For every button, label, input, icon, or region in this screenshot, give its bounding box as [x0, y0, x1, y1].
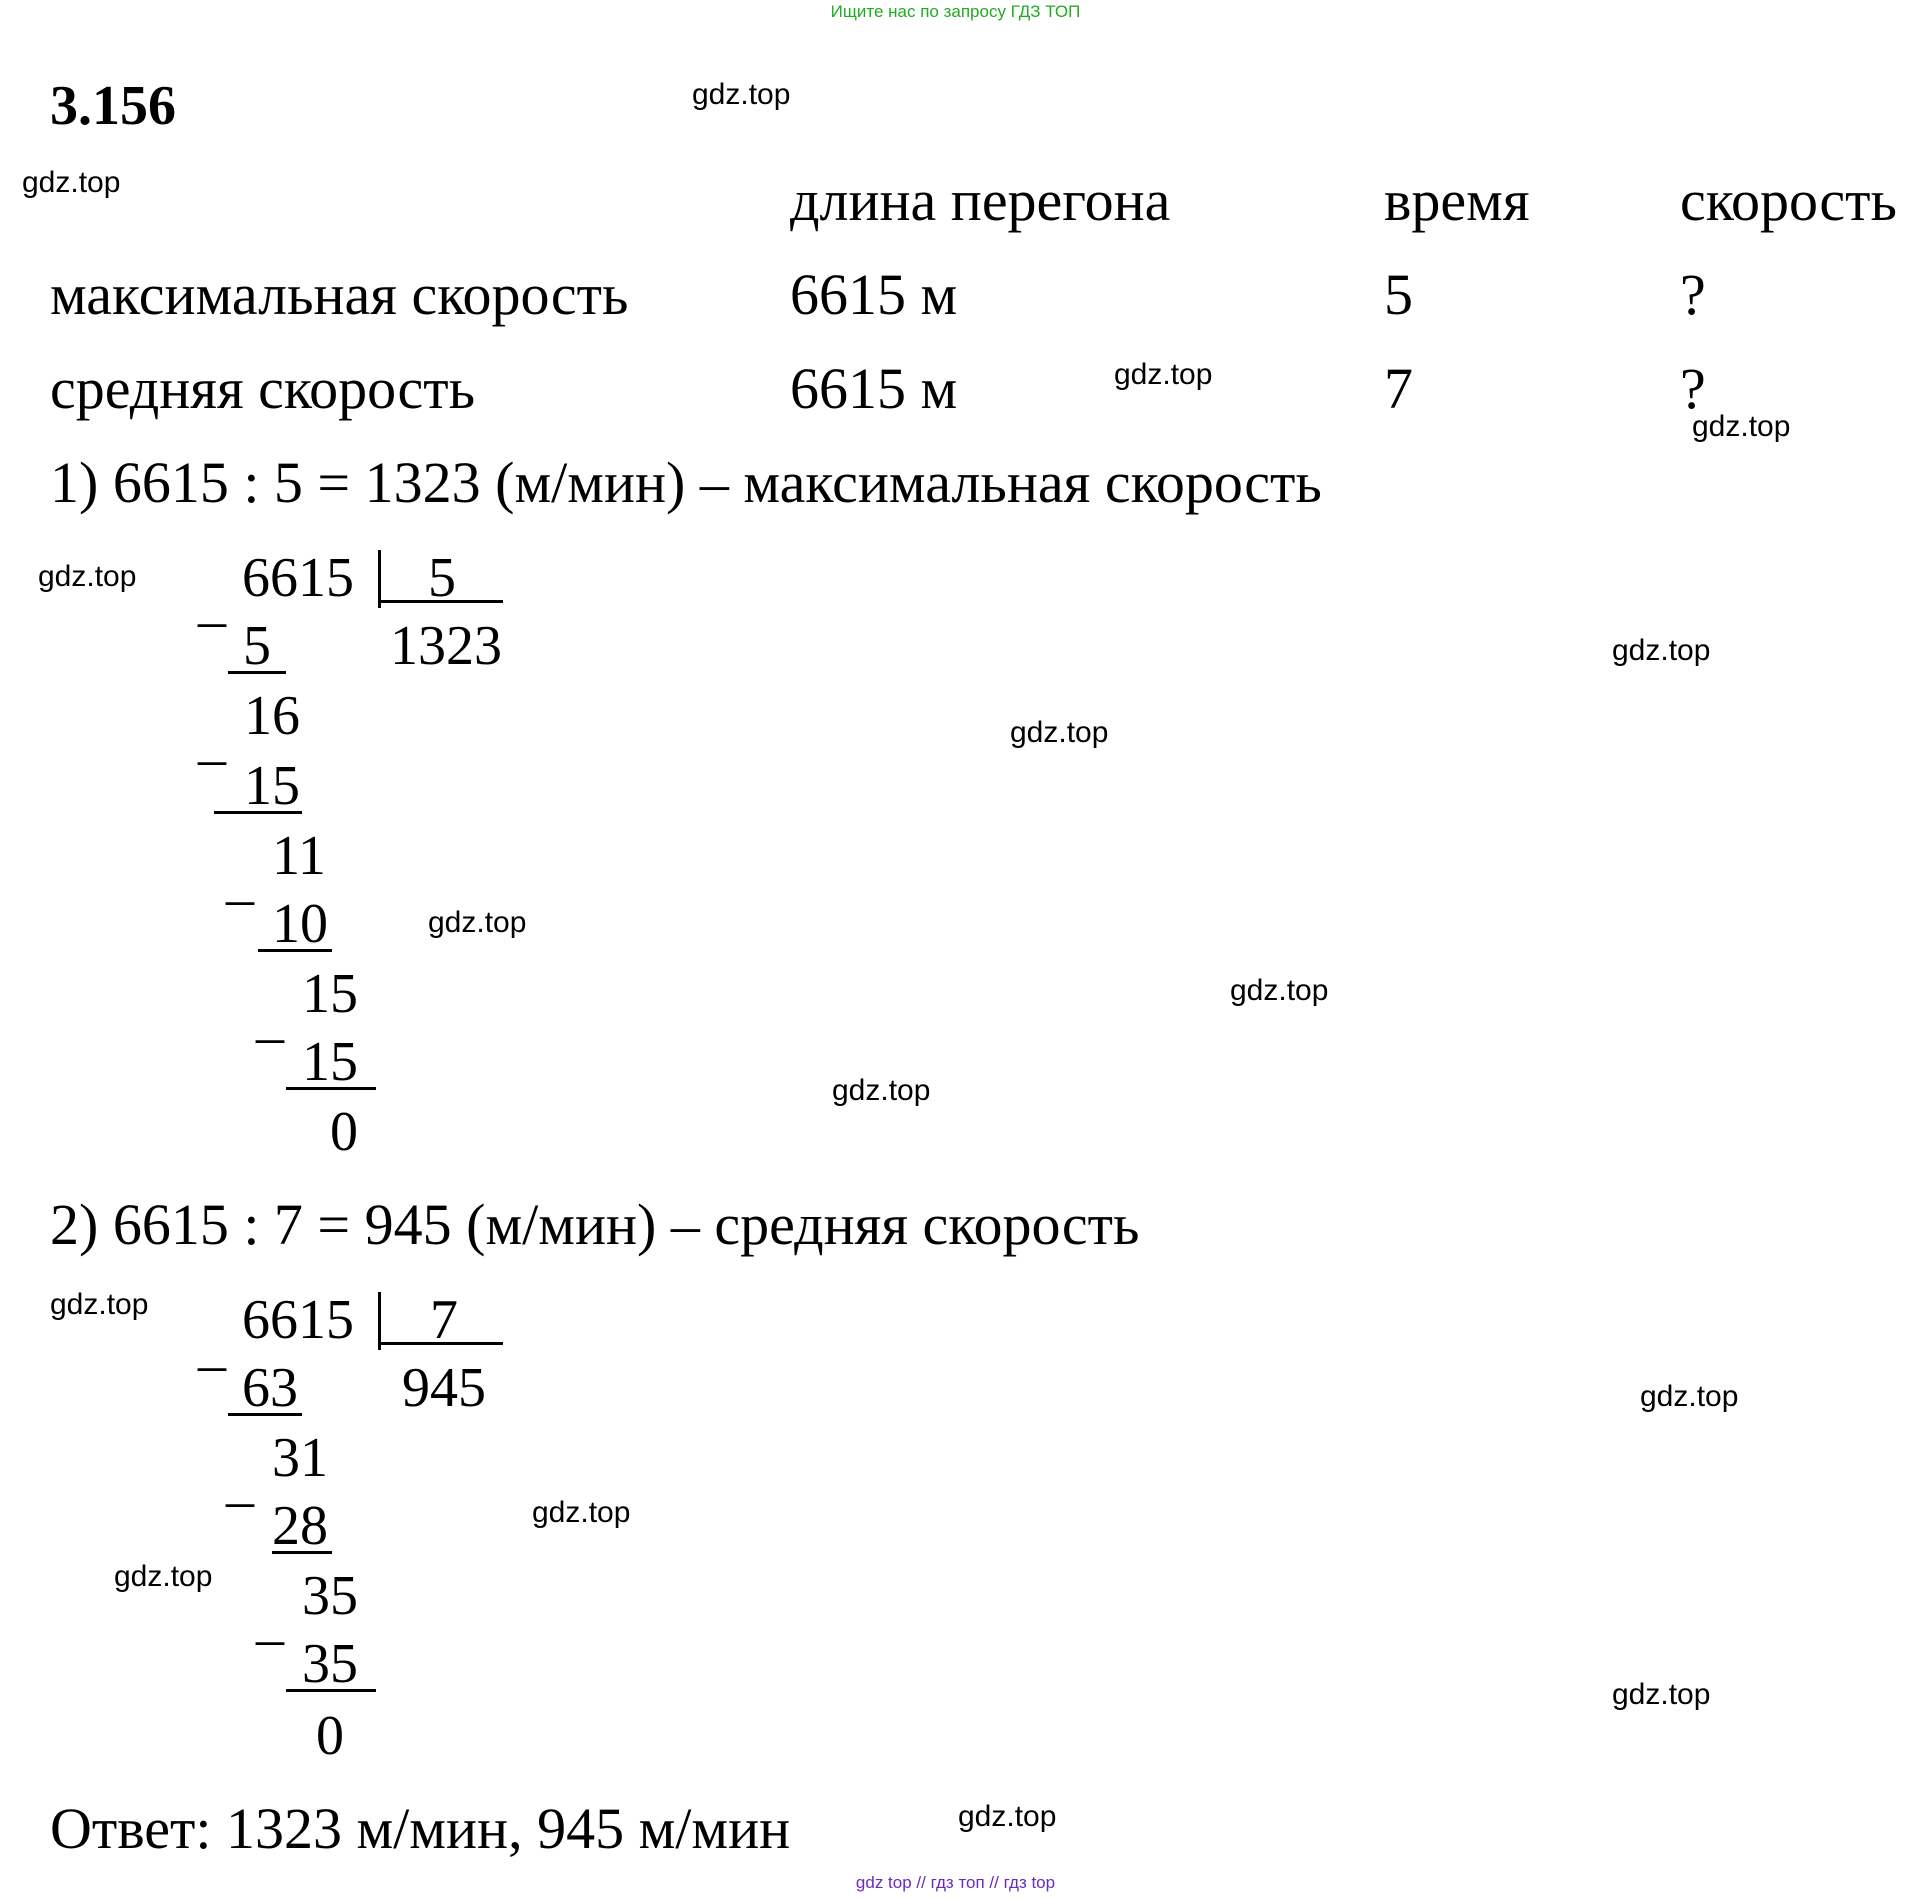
- row-speed-avg: ?: [1680, 356, 1706, 421]
- subtrahend: 15: [286, 1034, 376, 1090]
- minus-sign: _: [256, 987, 284, 1049]
- minus-sign: _: [198, 571, 226, 633]
- minus-sign: _: [226, 849, 254, 911]
- watermark: gdz.top: [38, 560, 137, 593]
- footer-links: gdz top // гдз топ // гдз top: [855, 1873, 1056, 1892]
- step-1: 1) 6615 : 5 = 1323 (м/мин) – максимальная скорость: [50, 450, 1322, 515]
- top-banner: Ищите нас по запросу ГДЗ ТОП: [830, 2, 1081, 21]
- header-speed: скорость: [1680, 168, 1897, 233]
- subtrahend: 35: [286, 1636, 376, 1692]
- watermark: gdz.top: [428, 906, 527, 939]
- subtrahend: 28: [272, 1498, 332, 1554]
- row-time-max: 5: [1384, 262, 1413, 327]
- dividend: 6615: [242, 1289, 354, 1351]
- step-2: 2) 6615 : 7 = 945 (м/мин) – средняя скорость: [50, 1192, 1140, 1257]
- remainder: 0: [330, 1101, 358, 1163]
- quotient: 1323: [390, 615, 502, 677]
- subtrahend: 10: [258, 896, 332, 952]
- watermark: gdz.top: [958, 1800, 1057, 1833]
- divisor: 7: [430, 1289, 458, 1351]
- row-length-avg: 6615 м: [790, 356, 958, 421]
- remainder: 0: [316, 1705, 344, 1767]
- watermark: gdz.top: [1114, 358, 1213, 391]
- subtrahend: 5: [228, 618, 286, 674]
- minus-sign: _: [198, 1315, 226, 1377]
- watermark: gdz.top: [22, 166, 121, 199]
- dividend: 6615: [242, 547, 354, 609]
- watermark: gdz.top: [532, 1496, 631, 1529]
- watermark: gdz.top: [114, 1560, 213, 1593]
- partial-dividend: 35: [302, 1565, 358, 1627]
- watermark: gdz.top: [1010, 716, 1109, 749]
- partial-dividend: 31: [272, 1427, 328, 1489]
- minus-sign: _: [226, 1451, 254, 1513]
- header-time: время: [1384, 168, 1530, 233]
- partial-dividend: 16: [244, 685, 300, 747]
- quotient: 945: [402, 1357, 486, 1419]
- answer: Ответ: 1323 м/мин, 945 м/мин: [50, 1796, 791, 1861]
- minus-sign: _: [198, 709, 226, 771]
- row-label-avg: средняя скорость: [50, 356, 476, 421]
- watermark: gdz.top: [1230, 974, 1329, 1007]
- subtrahend: 15: [214, 758, 302, 814]
- watermark: gdz.top: [50, 1288, 149, 1321]
- row-speed-max: ?: [1680, 262, 1706, 327]
- row-label-max: максимальная скорость: [50, 262, 629, 327]
- watermark: gdz.top: [1640, 1380, 1739, 1413]
- row-length-max: 6615 м: [790, 262, 958, 327]
- partial-dividend: 11: [272, 825, 326, 887]
- partial-dividend: 15: [302, 963, 358, 1025]
- watermark: gdz.top: [832, 1074, 931, 1107]
- divisor: 5: [428, 547, 456, 609]
- watermark: gdz.top: [692, 78, 791, 111]
- row-time-avg: 7: [1384, 356, 1413, 421]
- subtrahend: 63: [228, 1360, 302, 1416]
- watermark: gdz.top: [1692, 410, 1791, 443]
- watermark: gdz.top: [1612, 634, 1711, 667]
- watermark: gdz.top: [1612, 1678, 1711, 1711]
- problem-number: 3.156: [50, 75, 176, 137]
- header-length: длина перегона: [790, 168, 1171, 233]
- minus-sign: _: [256, 1589, 284, 1651]
